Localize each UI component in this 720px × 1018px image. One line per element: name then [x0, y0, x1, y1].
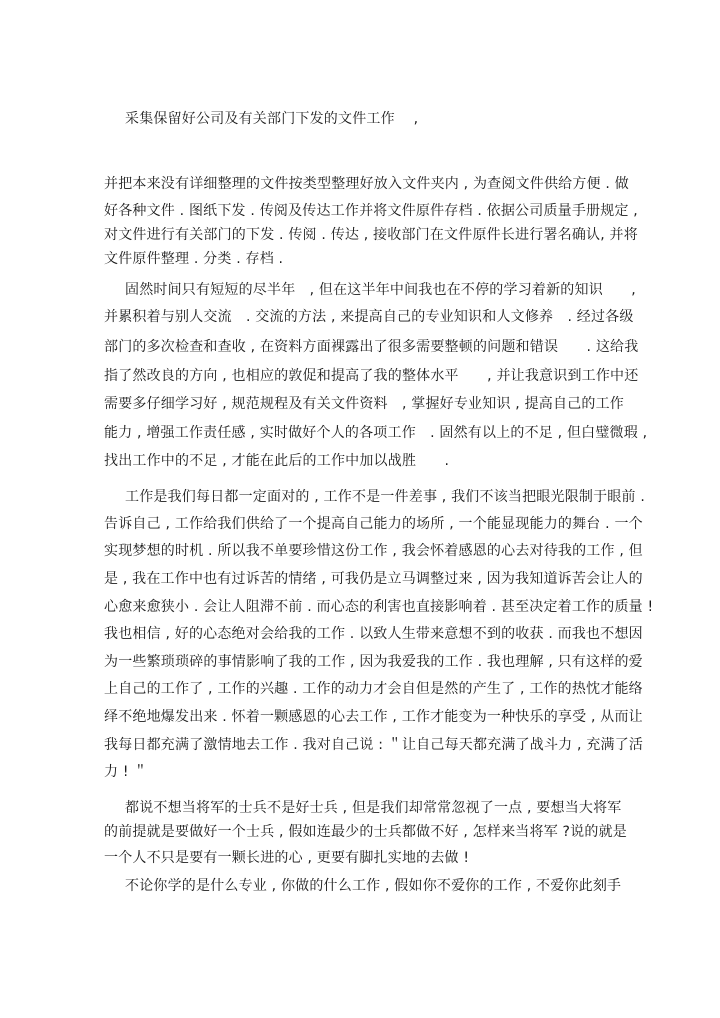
doc-line: 实现梦想的时机 . 所以我不单要珍惜这份工作 , 我会怀着感恩的心去对待我的工作 , 但 — [104, 543, 643, 559]
doc-line: 好各种文件 . 图纸下发 . 传阅及传达工作并将文件原件存档 . 依据公司质量手册规定 , — [104, 203, 638, 219]
doc-line: 是 , 我在工作中也有过诉苦的情绪 , 可我仍是立马调整过来 , 因为我知道诉苦会让人的 — [104, 571, 643, 587]
doc-line: 上自己的工作了 , 工作的兴趣 . 工作的动力才会自但是然的产生了 , 工作的热忱才能络 — [104, 681, 643, 697]
doc-line: 固然时间只有短短的尽半年 , 但在这半年中间我也在不停的学习着新的知识 , — [125, 282, 636, 298]
doc-line: 需要多仔细学习好 , 规范规程及有关文件资料 , 掌握好专业知识 , 提高自己的工作 — [104, 396, 624, 412]
doc-line: 找出工作中的不足 , 才能在此后的工作中加以战胜 . — [104, 453, 450, 469]
doc-line: 为一些繁琐琐碎的事情影响了我的工作 , 因为我爱我的工作 . 我也理解 , 只有这样的爱 — [104, 654, 643, 670]
doc-line: 并把本来没有详细整理的文件按类型整理好放入文件夹内 , 为查阅文件供给方便 . 做 — [104, 176, 629, 192]
doc-line: 并累积着与别人交流 . 交流的方法 , 来提高自己的专业知识和人文修养 . 经过各级 — [104, 309, 634, 325]
doc-line: 文件原件整理 . 分类 . 存档 . — [104, 251, 284, 267]
doc-line: 我也相信 , 好的心态绝对会给我的工作 . 以致人生带来意想不到的收获 . 而我也不想因 — [104, 626, 643, 642]
doc-line: 绎不绝地爆发出来 . 怀着一颗感恩的心去工作 , 工作才能变为一种快乐的享受 , 从而让 — [104, 709, 643, 725]
doc-line: 告诉自己 , 工作给我们供给了一个提高自己能力的场所 , 一个能显现能力的舞台 . 一个 — [104, 516, 643, 532]
doc-line: 都说不想当将军的士兵不是好士兵 , 但是我们却常常忽视了一点 , 要想当大将军 — [125, 800, 622, 816]
doc-line: 的前提就是要做好一个士兵 , 假如连最少的士兵都做不好 , 怎样来当将军 ?说的就是 — [104, 824, 627, 840]
doc-line: 我每日都充满了激情地去工作 . 我对自己说 : ＂让自己每天都充满了战斗力 , 充满了活 — [104, 737, 644, 753]
doc-line: 采集保留好公司及有关部门下发的文件工作 , — [125, 111, 419, 127]
doc-line: 力 ! ＂ — [104, 764, 148, 780]
doc-line: 对文件进行有关部门的下发 . 传阅 . 传达 , 接收部门在文件原件长进行署名确认, 并将 — [104, 227, 638, 243]
doc-line: 工作是我们每日都一定面对的 , 工作不是一件差事 , 我们不该当把眼光限制于眼前 . — [125, 489, 645, 505]
doc-line: 不论你学的是什么专业 , 你做的什么工作 , 假如你不爱你的工作 , 不爱你此刻手 — [125, 878, 622, 894]
doc-line: 心愈来愈狭小 . 会让人阻滞不前 . 而心态的利害也直接影响着 . 甚至决定着工作的质量 ! — [104, 599, 654, 615]
doc-line: 部门的多次检查和查收 , 在资料方面裸露出了很多需要整顿的问题和错误 . 这给我 — [104, 339, 639, 355]
doc-line: 一个人不只是要有一颗长进的心 , 更要有脚扎实地的去做 ! — [104, 850, 470, 866]
doc-line: 能力 , 增强工作责任感 , 实时做好个人的各项工作 . 固然有以上的不足 , 但白璧微瑕 , — [104, 425, 648, 441]
doc-line: 指了然改良的方向 , 也相应的敦促和提高了我的整体水平 , 并让我意识到工作中还 — [104, 368, 639, 384]
